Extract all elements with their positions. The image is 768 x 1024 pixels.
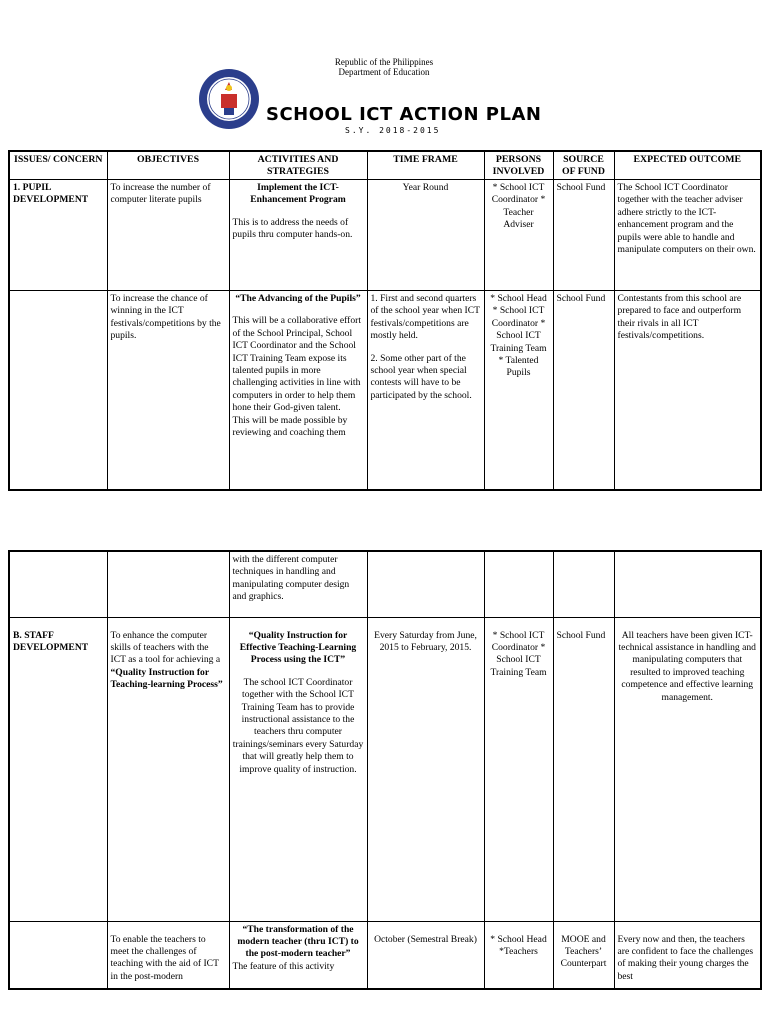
objective-cell [107, 921, 229, 989]
fund-cell [553, 617, 614, 921]
activity-cell [229, 617, 367, 921]
column-header: PERSONS INVOLVED [484, 151, 553, 180]
table-row [9, 921, 761, 989]
activity-body: This will be a collaborative effort of the School Principal, School ICT Coordinator and the School ICT Training Team expose its talented pupils in more challenging activities in line with computers in order to help them hone their God-given talent. [232, 315, 361, 414]
activity-body: This is to address the needs of pupils thru computer hands-on. [232, 216, 353, 241]
objective-cell: To increase the chance of winning in the ICT festivals/competitions by the pupils. [107, 291, 229, 491]
action-plan-table-page1 [8, 150, 762, 491]
objective-text: To enhance the computer skills of teachers with the ICT as a tool for achieving a [110, 629, 221, 666]
column-header: ISSUES/ CONCERN [9, 151, 107, 180]
objective-cell [107, 551, 229, 617]
fund-text: School Fund [556, 629, 606, 641]
persons-cell [484, 921, 553, 989]
persons-text: * School ICT Coordinator * School ICT Training Team [490, 629, 547, 678]
time-frame-cell [367, 551, 484, 617]
objective-cell [107, 617, 229, 921]
school-year: S.Y. 2018-2015 [345, 126, 441, 135]
activity-title: Implement the ICT-Enhancement Program [250, 182, 346, 206]
table-row [9, 617, 761, 921]
department-label: Department of Education [338, 67, 430, 77]
document-header [0, 0, 768, 150]
outcome-cell [614, 551, 761, 617]
objective-text: To enable the teachers to meet the challenges of teaching with the aid of ICT in the post-modern [110, 933, 219, 982]
persons-cell: * School ICT Coordinator * Teacher Adviser [484, 180, 553, 291]
page-title: SCHOOL ICT ACTION PLAN [266, 104, 542, 125]
table-header-row [9, 151, 761, 180]
time-frame-text: October (Semestral Break) [374, 933, 477, 945]
column-header: EXPECTED OUTCOME [614, 151, 761, 180]
time-frame-cell [367, 921, 484, 989]
activity-title: “Quality Instruction for Effective Teaching-Learning Process using the ICT” [239, 629, 357, 666]
issue-cell [9, 921, 107, 989]
column-header: SOURCE OF FUND [553, 151, 614, 180]
activity-cell [229, 180, 367, 291]
issue-label: B. STAFF DEVELOPMENT [13, 629, 89, 653]
outcome-text: Every now and then, the teachers are confident to face the challenges of making their young charges the best [617, 933, 754, 982]
column-header: OBJECTIVES [107, 151, 229, 180]
table-row [9, 551, 761, 617]
time-frame-cell: Year Round [367, 180, 484, 291]
activity-cell: with the different computer techniques in handling and manipulating computer design and graphics. [229, 551, 367, 617]
fund-cell: School Fund [553, 291, 614, 491]
column-header: ACTIVITIES AND STRATEGIES [229, 151, 367, 180]
time-frame-cell [367, 617, 484, 921]
objective-emphasis: “Quality Instruction for Teaching-learning Process” [110, 666, 223, 691]
table-row [9, 180, 761, 291]
outcome-cell: The School ICT Coordinator together with the teacher adviser adhere strictly to the ICT-enhancement program and the pupils were able to handle and manipulate computers on their own. [614, 180, 761, 291]
action-plan-table-page2 [8, 550, 762, 990]
persons-cell: * School Head * School ICT Coordinator * School ICT Training Team * Talented Pupils [484, 291, 553, 491]
time-frame-text: Every Saturday from June, 2015 to February, 2015. [374, 629, 477, 653]
outcome-cell [614, 617, 761, 921]
outcome-text: All teachers have been given ICT-technical assistance in handling and manipulating computers that resulted to improved teaching competence and effective learning management. [618, 629, 756, 703]
activity-body: The feature of this activity [232, 960, 335, 972]
activity-body: The school ICT Coordinator together with the School ICT Training Team has to provide instructional assistance to the teachers thru computer trainings/seminars every Saturday that will greatly help them to improve quality of instruction. [232, 676, 364, 775]
time-frame-item: 1. First and second quarters of the school year when ICT festivals/competitions are mostly held. [370, 293, 480, 342]
activity-body-continued: This will be made possible by reviewing and coaching them [232, 414, 348, 439]
outcome-cell: Contestants from this school are prepared to face and outperform their rivals in all ICT festivals/competitions. [614, 291, 761, 491]
activity-cell [229, 921, 367, 989]
activity-title: “The transformation of the modern teacher (thru ICT) to the post-modern teacher” [237, 923, 359, 960]
issue-cell [9, 617, 107, 921]
republic-label: Republic of the Philippines [334, 57, 434, 67]
objective-cell: To increase the number of computer literate pupils [107, 180, 229, 291]
fund-cell [553, 921, 614, 989]
column-header: TIME FRAME [367, 151, 484, 180]
issue-cell [9, 551, 107, 617]
time-frame-cell [367, 291, 484, 491]
outcome-cell [614, 921, 761, 989]
issue-cell: 1. PUPIL DEVELOPMENT [9, 180, 107, 291]
table-row [9, 291, 761, 491]
fund-text: MOOE and Teachers’ Counterpart [560, 933, 607, 970]
fund-cell: School Fund [553, 180, 614, 291]
issue-cell [9, 291, 107, 491]
activity-cell [229, 291, 367, 491]
time-frame-item: 2. Some other part of the school year when special contests will have to be participated by the school. [370, 352, 472, 401]
persons-text: * School Head *Teachers [490, 933, 547, 957]
persons-cell [484, 551, 553, 617]
activity-title: “The Advancing of the Pupils” [235, 293, 361, 304]
fund-cell [553, 551, 614, 617]
persons-cell [484, 617, 553, 921]
